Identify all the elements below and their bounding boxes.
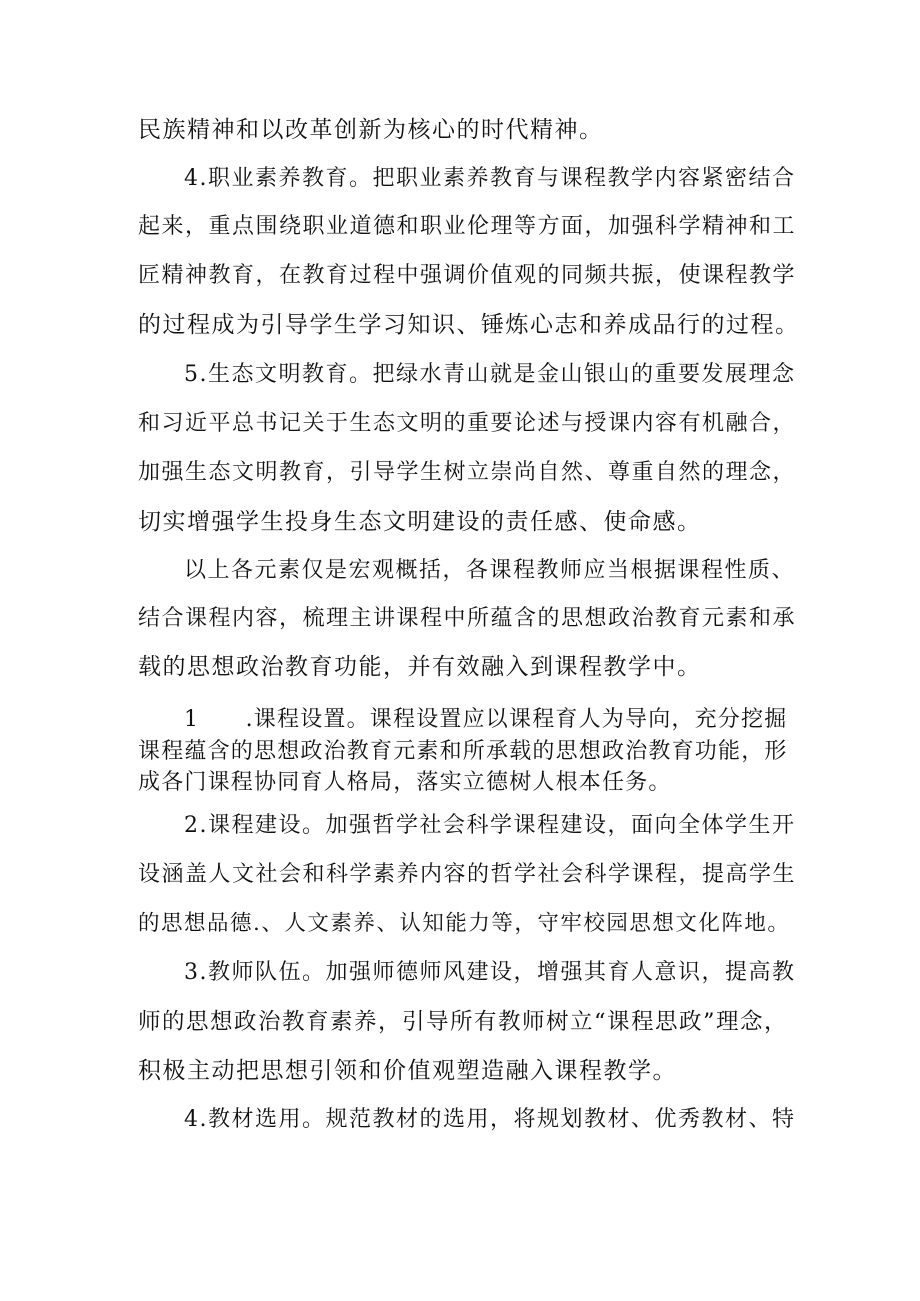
text-line-13: 1 .课程设置。课程设置应以课程育人为导向，充分挖掘 xyxy=(184,707,788,732)
text-line-3: 起来，重点围绕职业道德和职业伦理等方面，加强科学精神和工 xyxy=(138,214,797,239)
text-line-22: 4.教材选用。规范教材的选用，将规划教材、优秀教材、特 xyxy=(184,1107,796,1132)
text-line-20: 师的思想政治教育素养，引导所有教师树立“课程思政”理念， xyxy=(138,1009,789,1035)
text-line-10: 以上各元素仅是宏观概括，各课程教师应当根据课程性质、 xyxy=(184,558,796,583)
text-line-8: 加强生态文明教育，引导学生树立崇尚自然、尊重自然的理念， xyxy=(138,460,797,485)
text-line-6: 5.生态文明教育。把绿水青山就是金山银山的重要发展理念 xyxy=(184,362,796,387)
text-line-2: 4.职业素养教育。把职业素养教育与课程教学内容紧密结合 xyxy=(184,166,796,191)
text-line-7: 和习近平总书记关于生态文明的重要论述与授课内容有机融合， xyxy=(138,411,797,436)
text-line-15: 成各门课程协同育人格局，落实立德树人根本任务。 xyxy=(138,770,672,795)
text-line-18: 的思想品德.、人文素养、认知能力等，守牢校园思想文化阵地。 xyxy=(138,911,791,936)
text-line-9: 切实增强学生投身生态文明建设的责任感、使命感。 xyxy=(138,509,702,535)
text-line-1: 民族精神和以改革创新为核心的时代精神。 xyxy=(138,117,604,143)
text-line-4: 匠精神教育，在教育过程中强调价值观的同频共振，使课程教学 xyxy=(138,263,797,288)
text-line-12: 载的思想政治教育功能，并有效融入到课程教学中。 xyxy=(138,654,702,680)
text-line-11: 结合课程内容，梳理主讲课程中所蕴含的思想政治教育元素和承 xyxy=(138,606,797,631)
text-line-21: 积极主动把思想引领和价值观塑造融入课程教学。 xyxy=(138,1058,677,1084)
text-line-17: 设涵盖人文社会和科学素养内容的哲学社会科学课程，提高学生 xyxy=(138,862,797,887)
text-line-16: 2.课程建设。加强哲学社会科学课程建设，面向全体学生开 xyxy=(184,813,796,838)
text-line-5: 的过程成为引导学生学习知识、锤炼心志和养成品行的过程。 xyxy=(138,312,800,338)
text-line-19: 3.教师队伍。加强师德师风建设，增强其育人意识，提高教 xyxy=(184,960,796,985)
text-line-14: 课程蕴含的思想政治教育元素和所承载的思想政治教育功能，形 xyxy=(138,739,788,764)
